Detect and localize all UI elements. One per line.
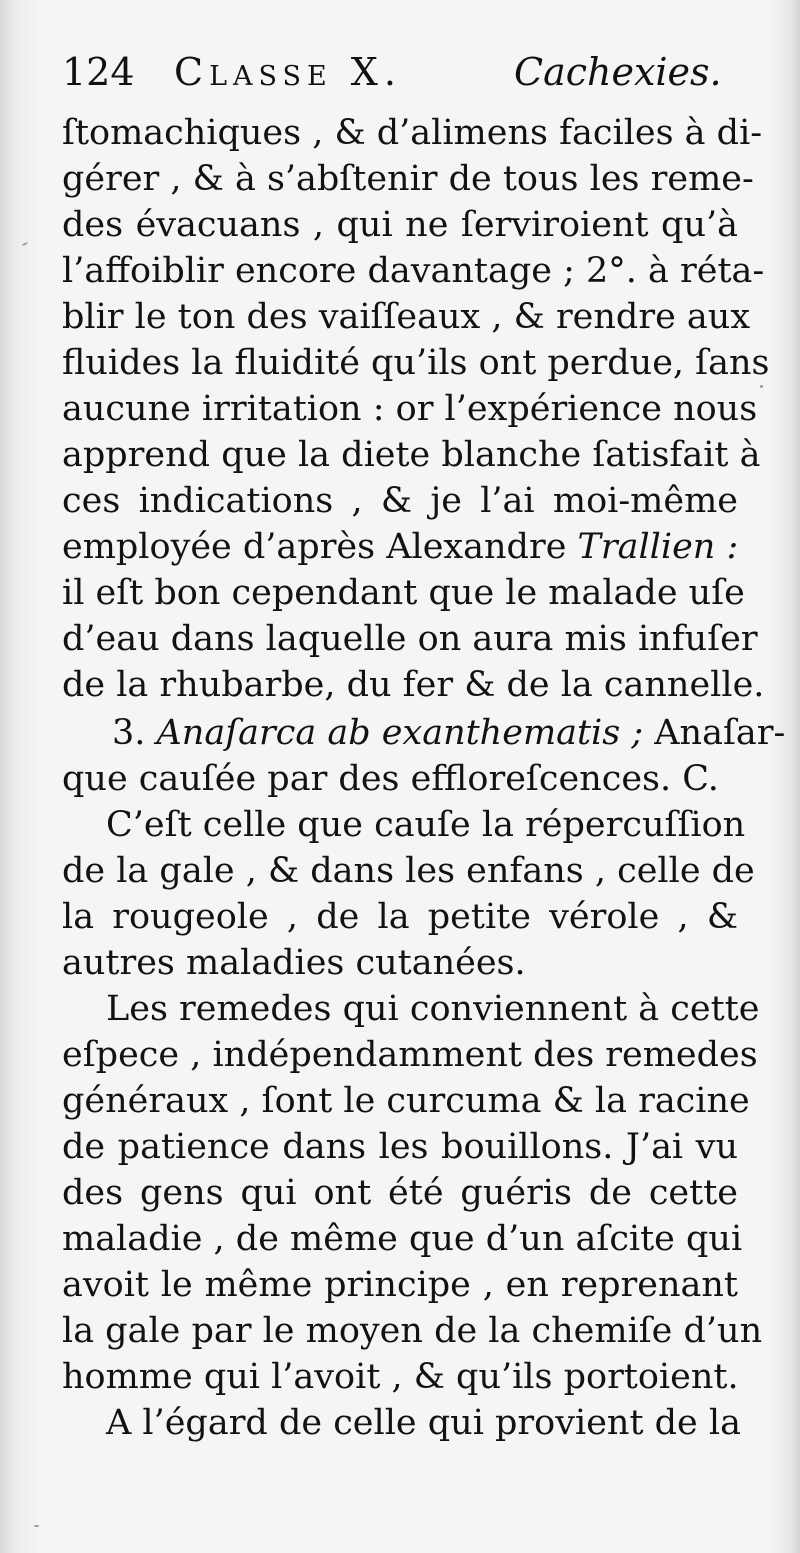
paper-speck (34, 1525, 39, 1527)
paper-speck (760, 385, 763, 388)
species-heading-line (112, 710, 786, 756)
text-line: autres maladies cutanées. (62, 943, 526, 983)
species-number: 3. (112, 713, 157, 753)
text-line: d’eau dans laquelle on aura mis infuſer (62, 619, 758, 659)
text-line: avoit le même principe , en reprenant (62, 1265, 738, 1305)
text-line: homme qui l’avoit , & qu’ils portoient. (62, 1357, 739, 1397)
text-line: aucune irritation : or l’expérience nous (62, 389, 758, 429)
running-header (62, 42, 762, 102)
paper-speck (22, 242, 28, 246)
text-span: employée d’après Alexandre (62, 527, 578, 567)
italic-name-trallien: Trallien : (577, 527, 739, 567)
text-line: Les remedes qui conviennent à cette (106, 989, 760, 1029)
text-line: il eſt bon cependant que le malade uſe (62, 573, 745, 613)
header-section: Cachexies. (514, 50, 722, 94)
text-line: maladie , de même que d’un aſcite qui (62, 1219, 743, 1259)
species-latin-name: Anaſarca ab exanthematis ; (156, 713, 644, 753)
header-classe: Classe X. (174, 50, 402, 94)
text-line: ces indications , & je l’ai moi-même (62, 481, 738, 521)
text-line-trallien (62, 524, 738, 570)
text-line: apprend que la diete blanche ſatisfait à (62, 435, 761, 475)
text-line: de la gale , & dans les enfans , celle de (62, 851, 755, 891)
text-line: A l’égard de celle qui provient de la (106, 1403, 741, 1443)
page-number: 124 (62, 50, 135, 94)
text-line: C’eſt celle que cauſe la répercuſſion (106, 805, 746, 845)
text-line: l’affoiblir encore davantage ; 2°. à réta- (62, 251, 765, 291)
species-french-name: Anaſar- (643, 713, 786, 753)
text-line: la gale par le moyen de la chemiſe d’un (62, 1311, 763, 1351)
text-line: des évacuans , qui ne ſerviroient qu’à (62, 205, 738, 245)
text-line: blir le ton des vaiſſeaux , & rendre aux (62, 297, 751, 337)
text-line: gérer , & à s’abſtenir de tous les reme- (62, 159, 754, 199)
text-line: la rougeole , de la petite vérole , & (62, 897, 738, 937)
text-line: que cauſée par des efflоreſcences. C. (62, 759, 719, 799)
text-line: des gens qui ont été guéris de cette (62, 1173, 738, 1213)
text-line: eſpece , indépendamment des remedes (62, 1035, 758, 1075)
text-line: de patience dans les bouillons. J’ai vu (62, 1127, 738, 1167)
text-line: ſtomachiques , & d’alimens faciles à di- (62, 113, 763, 153)
text-line: généraux , ſont le curcuma & la racine (62, 1081, 750, 1121)
text-line: fluides la fluidité qu’ils ont perdue, ſans (62, 343, 770, 383)
text-line: de la rhubarbe, du fer & de la cannelle. (62, 665, 765, 705)
